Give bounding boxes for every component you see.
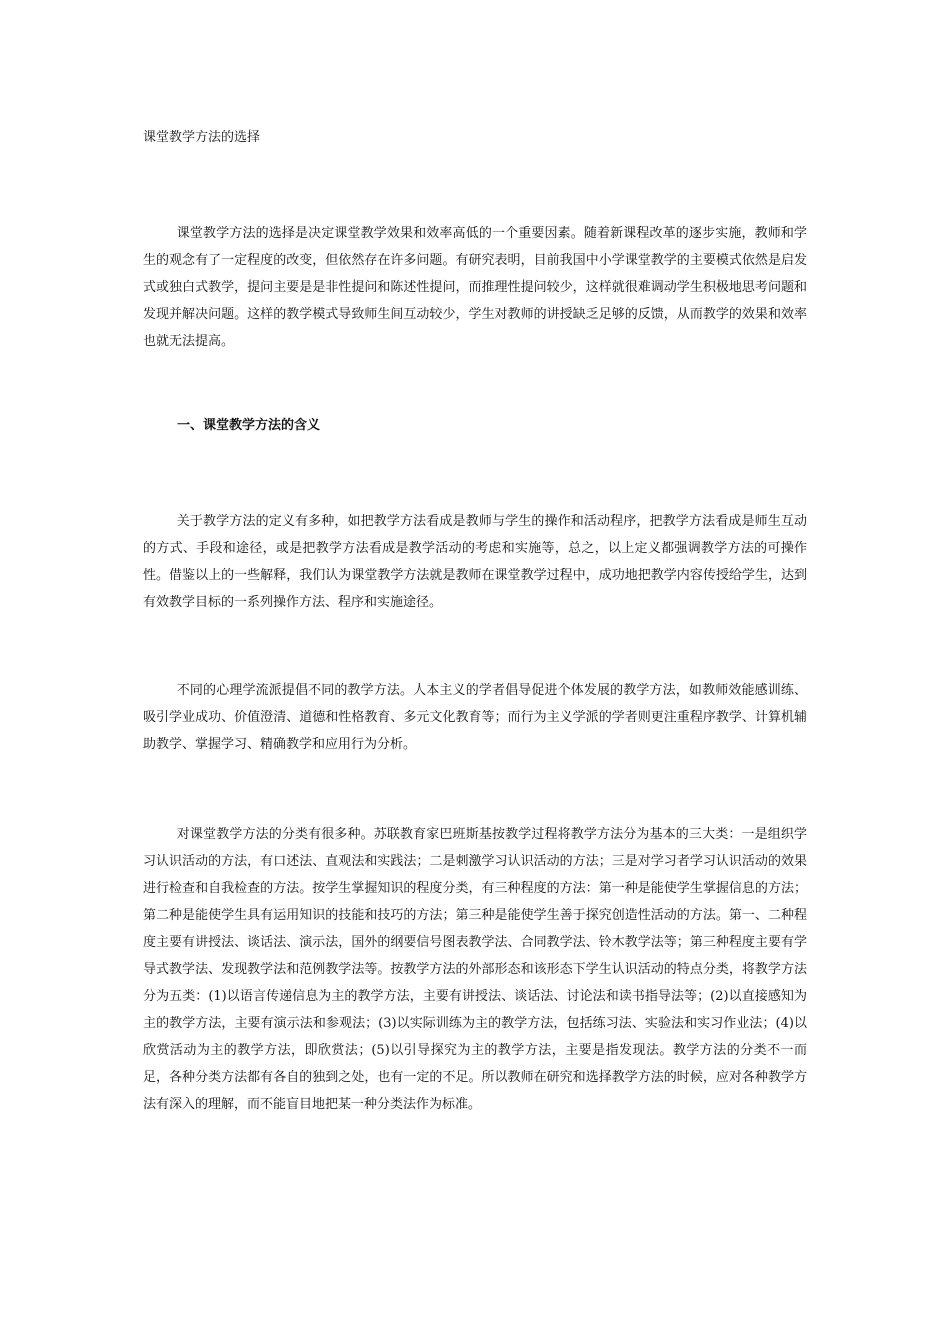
section-heading: 一、课堂教学方法的含义 <box>177 418 321 433</box>
document-title: 课堂教学方法的选择 <box>143 130 261 145</box>
definition-paragraph: 关于教学方法的定义有多种，如把教学方法看成是教师与学生的操作和活动程序，把教学方法看成是师生互动的方式、手段和途径，或是把教学方法看成是教学活动的考虑和实施等，总之，以上定义都强调教学方法的可操作性。借鉴以上的一些解释，我们认为课堂教学方法就是教师在课堂教学过程中，成功地把教学内容传授给学生，达到有效教学目标的一系列操作方法、程序和实施途径。 <box>143 514 807 610</box>
psychology-schools-paragraph: 不同的心理学流派提倡不同的教学方法。人本主义的学者倡导促进个体发展的教学方法，如教师效能感训练、吸引学业成功、价值澄清、道德和性格教育、多元文化教育等；而行为主义学派的学者则更注重程序教学、计算机辅助教学、掌握学习、精确教学和应用行为分析。 <box>143 683 807 752</box>
intro-paragraph: 课堂教学方法的选择是决定课堂教学效果和效率高低的一个重要因素。随着新课程改革的逐步实施，教师和学生的观念有了一定程度的改变，但依然存在许多问题。有研究表明，目前我国中小学课堂教学的主要模式依然是启发式或独白式教学，提问主要是是非性提问和陈述性提问，而推理性提问较少，这样就很难调动学生积极地思考问题和发现并解决问题。这样的教学模式导致师生间互动较少，学生对教师的讲授缺乏足够的反馈，从而教学的效果和效率也就无法提高。 <box>143 226 807 349</box>
classification-paragraph: 对课堂教学方法的分类有很多种。苏联教育家巴班斯基按教学过程将教学方法分为基本的三大类：一是组织学习认识活动的方法，有口述法、直观法和实践法；二是刺激学习认识活动的方法；三是对学习者学习认识活动的效果进行检查和自我检查的方法。按学生掌握知识的程度分类，有三种程度的方法：第一种是能使学生掌握信息的方法；第二种是能使学生具有运用知识的技能和技巧的方法；第三种是能使学生善于探究创造性活动的方法。第一、二种程度主要有讲授法、谈话法、演示法，国外的纲要信号图表教学法、合同教学法、铃木教学法等；第三种程度主要有学导式教学法、发现教学法和范例教学法等。按教学方法的外部形态和该形态下学生认识活动的特点分类，将教学方法分为五类：(1)以语言传递信息为主的教学方法，主要有讲授法、谈话法、讨论法和读书指导法等；(2)以直接感知为主的教学方法，主要有演示法和参观法；(3)以实际训练为主的教学方法，包括练习法、实验法和实习作业法；(4)以欣赏活动为主的教学方法，即欣赏法；(5)以引导探究为主的教学方法，主要是指发现法。教学方法的分类不一而足，各种分类方法都有各自的独到之处，也有一定的不足。所以教师在研究和选择教学方法的时候，应对各种教学方法有深入的理解，而不能盲目地把某一种分类法作为标准。 <box>143 827 807 1112</box>
